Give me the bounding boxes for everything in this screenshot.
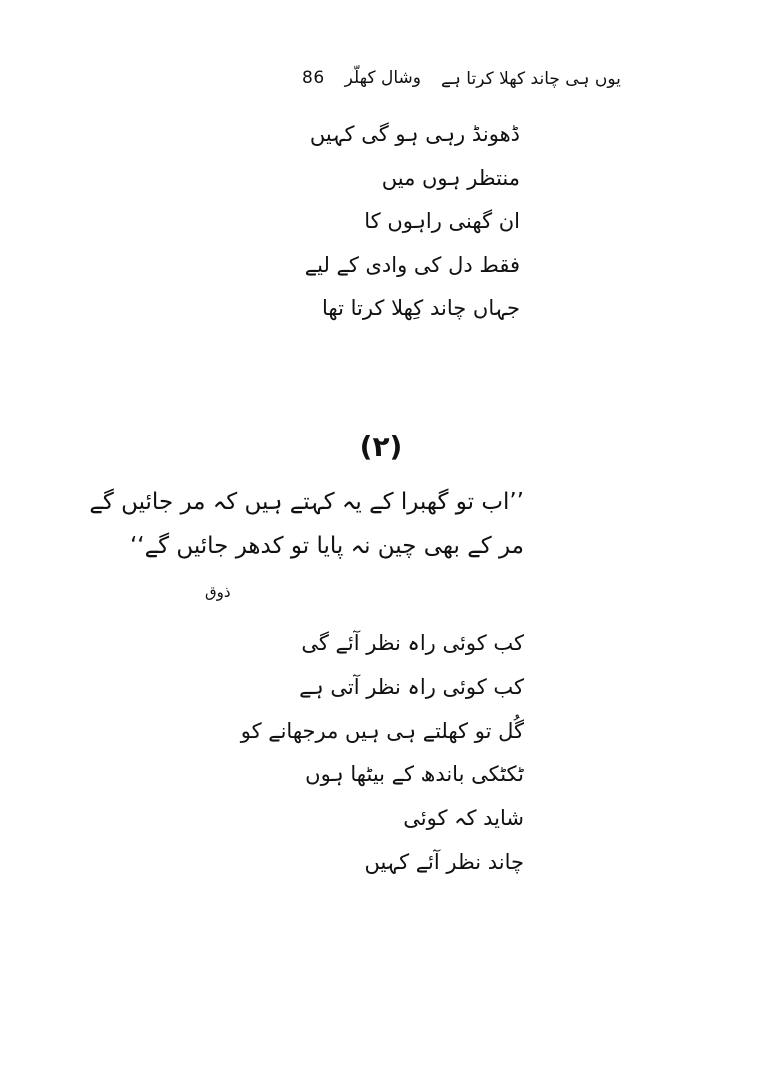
poem-two bbox=[241, 622, 524, 885]
poem-line: کب کوئی راہ نظر آتی ہے bbox=[299, 674, 524, 699]
poem-line: شاید کہ کوئی bbox=[403, 806, 524, 831]
book-title: یوں ہی چاند کھلا کرتا ہے bbox=[440, 68, 621, 89]
poem-line: ڈھونڈ رہی ہو گی کہیں bbox=[309, 122, 520, 146]
poem-line: ٹکٹکی باندھ کے بیٹھا ہوں bbox=[305, 762, 524, 787]
poem-line: ان گھنی راہوں کا bbox=[364, 209, 520, 233]
running-header bbox=[282, 58, 621, 98]
poem-line: فقط دل کی وادی کے لیے bbox=[304, 252, 520, 277]
section-number: (۲) bbox=[359, 430, 403, 463]
poem-line: منتظر ہوں میں bbox=[381, 165, 520, 190]
poem-one bbox=[305, 113, 520, 331]
quote-attribution: ذوق bbox=[205, 583, 231, 601]
quote-line: ’’اب تو گھبرا کے یہ کہتے ہیں کہ مر جائیں گے bbox=[89, 489, 524, 515]
poem-line: کب کوئی راہ نظر آئے گی bbox=[301, 631, 524, 655]
quote-line: مر کے بھی چین نہ پایا تو کدھر جائیں گے‘‘ bbox=[129, 533, 524, 559]
page-number: 86 bbox=[302, 68, 325, 88]
poem-line: گُل تو کھلتے ہی ہیں مرجھانے کو bbox=[240, 718, 524, 743]
author-name: وشال کھلّر bbox=[344, 68, 421, 88]
poem-line: جہاں چاند کِھلا کرتا تھا bbox=[321, 296, 520, 320]
epigraph-quote bbox=[89, 480, 524, 568]
poem-line: چاند نظر آئے کہیں bbox=[364, 849, 524, 874]
